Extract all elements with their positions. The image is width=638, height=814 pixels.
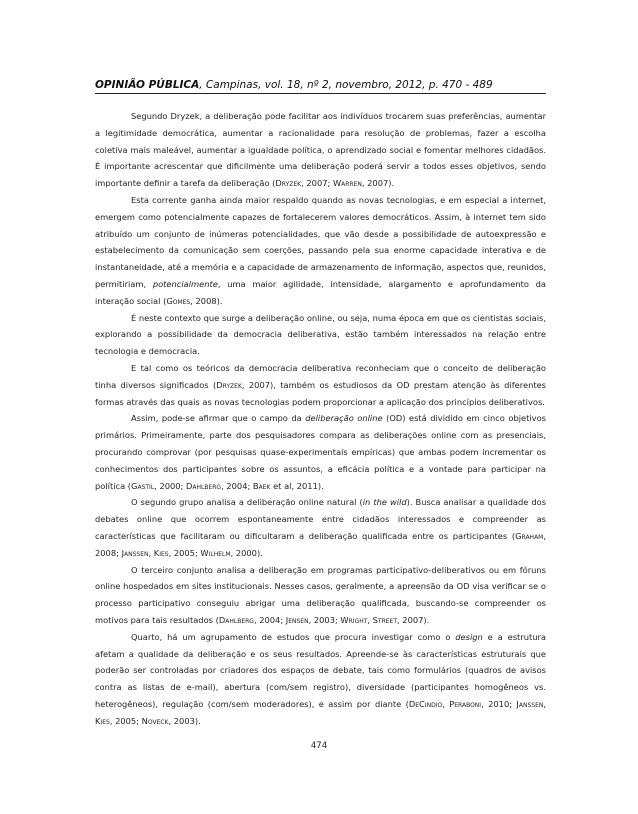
text-run: O terceiro conjunto analisa a deliberação em programas participativo-deliberativos ou em fóruns online hospedados em sites institucionais. Nesses casos, geralmente, a apreensão da OD visa verificar se o processo participativo conseguiu abrigar uma deliberação qualificada, buscando-se compreender os motivos para tais resultados ( xyxy=(95,564,546,625)
page-number: 474 xyxy=(310,741,328,751)
paragraph-3 xyxy=(95,310,546,360)
text-run: , 2005; xyxy=(109,715,142,726)
article-body xyxy=(95,108,546,729)
issue-details: , Campinas, vol. 18, nº 2, novembro, 2012, p. 470 - 489 xyxy=(199,79,493,91)
citation-author: DeCindio, Peraboni xyxy=(408,698,482,709)
emphasis: deliberação online xyxy=(305,413,383,424)
text-run: ). Busca analisar a qualidade dos debates online que ocorrem espontaneamente entre cidadãos interessados e compreender as características que facilitaram ou dificultaram a deliberação qualificada entre os participantes ( xyxy=(95,497,547,541)
text-run: , 2004; xyxy=(253,614,286,625)
citation-author: Gastil xyxy=(131,480,155,491)
text-run: Segundo Dryzek, a deliberação pode facilitar aos indivíduos trocarem suas preferências, aumentar a legitimidade democrática, aumentar a racionalidade para resolução de problemas, fazer a escolha coletiva mais maleável, aumentar a igualdade política, o aprendizado social e fomentar melhores cidadãos. É importante acrescentar que dificilmente uma deliberação poderá servir a todos esses objetivos, sendo importante definir a tarefa da deliberação ( xyxy=(95,111,546,189)
citation-author: Janssen, Kies xyxy=(95,698,546,726)
running-header xyxy=(95,79,546,94)
citation-author: Dryzek xyxy=(275,178,302,189)
text-run: (OD) está dividido em cinco objetivos primários. Primeiramente, parte dos pesquisadores compara as deliberações online com as presenciais, procurando comprovar (por pesquisas quase-experimentais empíricas) que ambas podem incrementar os conhecimentos dos participantes sobre os assuntos, a eficácia política e a vontade para participar na política ( xyxy=(95,413,546,491)
text-run: Esta corrente ganha ainda maior respaldo quando as novas tecnologias, e em especial a internet, emergem como potencialmente capazes de fortalecerem valores democráticos. Assim, à internet tem sido atribuído um conjunto de inúmeras potencialidades, que vão desde a possibilidade de autoexpressão e estabelecimento da comunicação sem coerções, passando pela sua enorme capacidade interativa e de instantaneidade, até a memória e a capacidade de armazenamento de informação, aspectos que, reunidos, permitiriam, xyxy=(95,194,546,289)
paragraph-5 xyxy=(95,410,546,494)
emphasis: design xyxy=(455,631,483,642)
text-run: , uma maior agilidade, intensidade, alargamento e aprofundamento da interação social ( xyxy=(95,278,546,306)
paragraph-7 xyxy=(95,562,546,629)
text-run: , 2004; xyxy=(221,480,253,491)
text-run: , 2007), também os estudiosos da OD prestam atenção às diferentes formas através das quais as novas tecnologias podem proporcionar a aplicação dos princípios deliberativos. xyxy=(95,379,547,407)
text-run: , 2008). xyxy=(190,295,223,306)
citation-author: Dahlberg xyxy=(218,614,254,625)
citation-author: Jensen xyxy=(285,614,309,625)
text-run: E tal como os teóricos da democracia deliberativa reconheciam que o conceito de deliberação tinha diversos significados ( xyxy=(95,362,546,390)
text-run: , 2007). xyxy=(397,614,430,625)
text-run: Quarto, há um agrupamento de estudos que procura investigar como o xyxy=(131,631,456,642)
paragraph-8 xyxy=(95,629,546,730)
citation-author: Wright, Street xyxy=(340,614,398,625)
paragraph-4 xyxy=(95,360,546,410)
journal-name: OPINIÃO PÚBLICA xyxy=(95,79,200,91)
citation-author: Warren xyxy=(332,178,362,189)
text-run: , 2000; xyxy=(154,480,186,491)
text-run: Assim, pode-se afirmar que o campo da xyxy=(131,413,306,424)
citation-author: Janssen, Kies xyxy=(121,547,169,558)
citation-author: Baek xyxy=(252,480,271,491)
text-run: , 2003). xyxy=(168,715,201,726)
text-run: É neste contexto que surge a deliberação online, ou seja, numa época em que os cientistas sociais, explorando a possibilidade da democracia deliberativa, estão também interessados na relação entre tecnologia e democracia. xyxy=(95,312,546,357)
emphasis: potencialmente xyxy=(152,278,218,289)
paragraph-2 xyxy=(95,192,546,310)
text-run: et al, 2011). xyxy=(270,480,324,491)
text-run: e a estrutura afetam a qualidade da deliberação e os seus resultados. Apreende-se às características estruturais que poderão ser controladas por criadores dos espaços de debate, tais como formulários (quadros de avisos contra as listas de e-mail), abertura (com/sem registro), diversidade (participantes homogêneos vs. heterogêneos), regulação (com/sem moderadores), e assim por diante ( xyxy=(95,631,546,709)
citation-author: Noveck xyxy=(141,715,169,726)
citation-author: Gomes xyxy=(166,295,191,306)
citation-author: Graham xyxy=(515,530,544,541)
text-run: , 2005; xyxy=(168,547,201,558)
text-run: , 2007). xyxy=(361,178,395,189)
paragraph-6 xyxy=(95,494,546,561)
citation-author: Wilhelm xyxy=(200,547,231,558)
text-run: , 2007; xyxy=(301,178,333,189)
text-run: , 2010; xyxy=(481,698,517,709)
text-run: , 2008; xyxy=(95,530,546,558)
paragraph-1 xyxy=(95,108,546,192)
text-run: , 2000). xyxy=(230,547,263,558)
citation-author: Dahlberg xyxy=(186,480,222,491)
text-run: O segundo grupo analisa a deliberação online natural ( xyxy=(131,497,363,508)
text-run: , 2003; xyxy=(308,614,341,625)
emphasis: in the wild xyxy=(362,497,407,508)
citation-author: Dryzek xyxy=(216,379,242,390)
